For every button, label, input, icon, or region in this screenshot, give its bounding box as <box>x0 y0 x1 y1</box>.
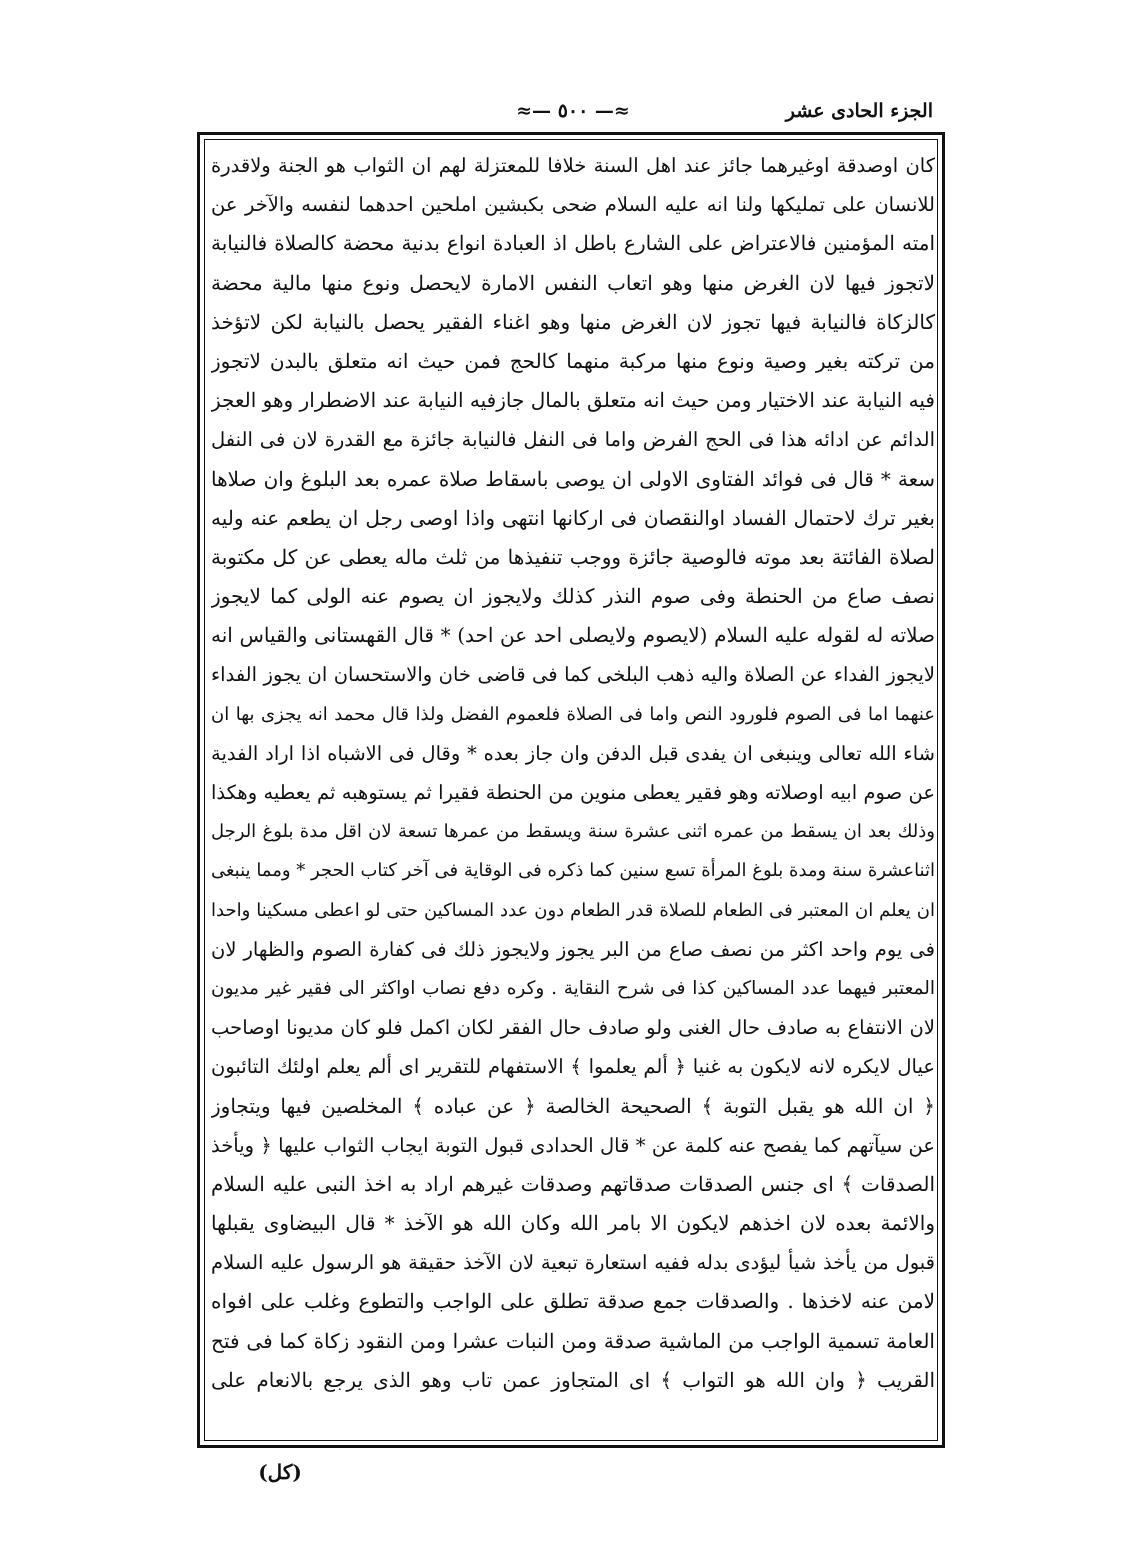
text-line: قبول من يأخذ شيأ ليؤدى بدله ففيه استعارة تبعية لان الآخذ حقيقة هو الرسول عليه السلام <box>211 1251 935 1275</box>
text-line: عن سيآتهم كما يفصح عنه كلمة عن * قال الحدادى قبول التوبة ايجاب الثواب عليها ﴿ ويأخذ <box>211 1133 935 1157</box>
text-line: الدائم عن ادائه هذا فى الحج الفرض واما فى النفل فالنيابة جائزة مع القدرة لان فى النفل <box>211 428 935 452</box>
text-line: ﴿ ان الله هو يقبل التوبة ﴾ الصحيحة الخالصة ﴿ عن عباده ﴾ المخلصين فيها ويتجاوز <box>211 1093 935 1118</box>
text-line: والائمة بعده لان اخذهم لايكون الا بامر الله وكان الله هو الآخذ * قال البيضاوى يقبلها <box>211 1211 935 1236</box>
text-line: ان يعلم ان المعتبر فى الطعام للصلاة قدر الطعام دون عدد المساكين حتى لو اعطى مسكينا واحدا <box>211 899 935 921</box>
text-line: المعتبر فيهما عدد المساكين كذا فى شرح النقاية . وكره دفع نصاب اواكثر الى فقير غير مديون <box>211 977 935 999</box>
text-line: لصلاة الفائتة بعد موته فالوصية جائزة ووجب تنفيذها من ثلث ماله يعطى عن كل مكتوبة <box>211 544 935 569</box>
text-line: عنهما اما فى الصوم فلورود النص واما فى الصلاة فلعموم الفضل ولذا قال محمد انه يجزى بها ان <box>211 703 935 725</box>
text-line: صلاته له لقوله عليه السلام (لايصوم ولايصلى احد عن احد) * قال القهستانى والقياس انه <box>211 623 935 648</box>
body-text <box>211 146 935 1442</box>
text-line: العامة تسمية الواجب من الماشية صدقة ومن النبات عشرا ومن النقود زكاة كما فى فتح <box>211 1328 935 1353</box>
text-line: شاء الله تعالى وينبغى ان يفدى قبل الدفن وان جاز بعده * وقال فى الاشباه اذا اراد الفدية <box>211 741 935 765</box>
text-line: وذلك بعد ان يسقط من عمره اثنى عشرة سنة ويسقط من عمرها تسعة لان اقل مدة بلوغ الرجل <box>211 821 935 843</box>
page-number: ≈— ٥٠٠ —≈ <box>516 100 630 122</box>
text-line: لان الانتفاع به صادف حال الغنى ولو صادف حال الفقر لكان اكمل فلو كان مديونا اوصاحب <box>211 1016 935 1040</box>
text-line: نصف صاع من الحنطة وفى صوم النذر كذلك ولايجوز ان يصوم عنه الولى كما لايجوز <box>211 584 935 609</box>
page-header <box>208 98 933 134</box>
text-line: لاتجوز فيها لان الغرض منها وهو اتعاب النفس الامارة لايحصل ونوع منها مالية محضة <box>211 270 935 295</box>
text-line: كالزكاة فالنيابة فيها تجوز لان الغرض منها وهو اغناء الفقير يحصل بالنيابة لكن لاتؤخذ <box>211 309 935 334</box>
text-line: الصدقات ﴾ اى جنس الصدقات صدقاتهم وصدقات غيرهم اراد به اخذ النبى عليه السلام <box>211 1171 935 1196</box>
text-line: بغير ترك لاحتمال الفساد اوالنقصان فى اركانها انتهى واذا اوصى رجل ان يطعم عنه وليه <box>211 505 935 530</box>
text-line: عيال لايكره لانه لايكون به غنيا ﴿ ألم يعلموا ﴾ الاستفهام للتقرير اى ألم يعلم اولئك التائبون <box>211 1055 935 1079</box>
text-line: امته المؤمنين فالاعتراض على الشارع باطل اذ العبادة انواع بدنية محضة كالصلاة فالنيابة <box>211 231 935 256</box>
text-line: فى يوم واحد اكثر من نصف صاع من البر يجوز ولايجوز ذلك فى كفارة الصوم والظهار لان <box>211 937 935 961</box>
text-line: فيه النيابة عند الاختيار ومن حيث انه متعلق بالمال جازفيه النيابة عند الاضطرار وهو العجز <box>211 388 935 413</box>
text-line: عن صوم ابيه اوصلاته وهو فقير يعطى منوين من الحنطة فقيرا ثم يستوهبه ثم يعطيه وهكذا <box>211 781 935 804</box>
text-line: سعة * قال فى فوائد الفتاوى الاولى ان يوصى باسقاط صلاة عمره بعد البلوغ وان صلاها <box>211 466 935 491</box>
catchword: (كل) <box>258 1460 302 1484</box>
text-line: للانسان على تمليكها ولنا انه عليه السلام ضحى بكبشين املحين احدهما لنفسه والآخر عن <box>211 193 935 217</box>
text-line: لايجوز الفداء عن الصلاة واليه ذهب البلخى كما فى قاضى خان والاستحسان ان يجوز الفداء <box>211 663 935 687</box>
part-title: الجزء الحادى عشر <box>785 100 933 122</box>
text-line: اثناعشرة سنة ومدة بلوغ المرأة تسع سنين كما ذكره فى الوقاية فى آخر كتاب الحجر * ومما ينبغى <box>211 860 935 882</box>
text-line: من تركته بغير وصية ونوع منها مركبة منهما كالحج فمن حيث انه متعلق بالبدن لاتجوز <box>211 348 935 373</box>
text-line: القريب ﴿ وان الله هو التواب ﴾ اى المتجاوز عمن تاب وهو الذى يرجع بالانعام على <box>211 1367 935 1392</box>
text-line: كان اوصدقة اوغيرهما جائز عند اهل السنة خلافا للمعتزلة لهم ان الثواب هو الجنة ولاقدرة <box>211 154 935 177</box>
text-line: لامن عنه لاخذها . والصدقات جمع صدقة تطلق على الواجب والتطوع وغلب على افواه <box>211 1289 935 1314</box>
